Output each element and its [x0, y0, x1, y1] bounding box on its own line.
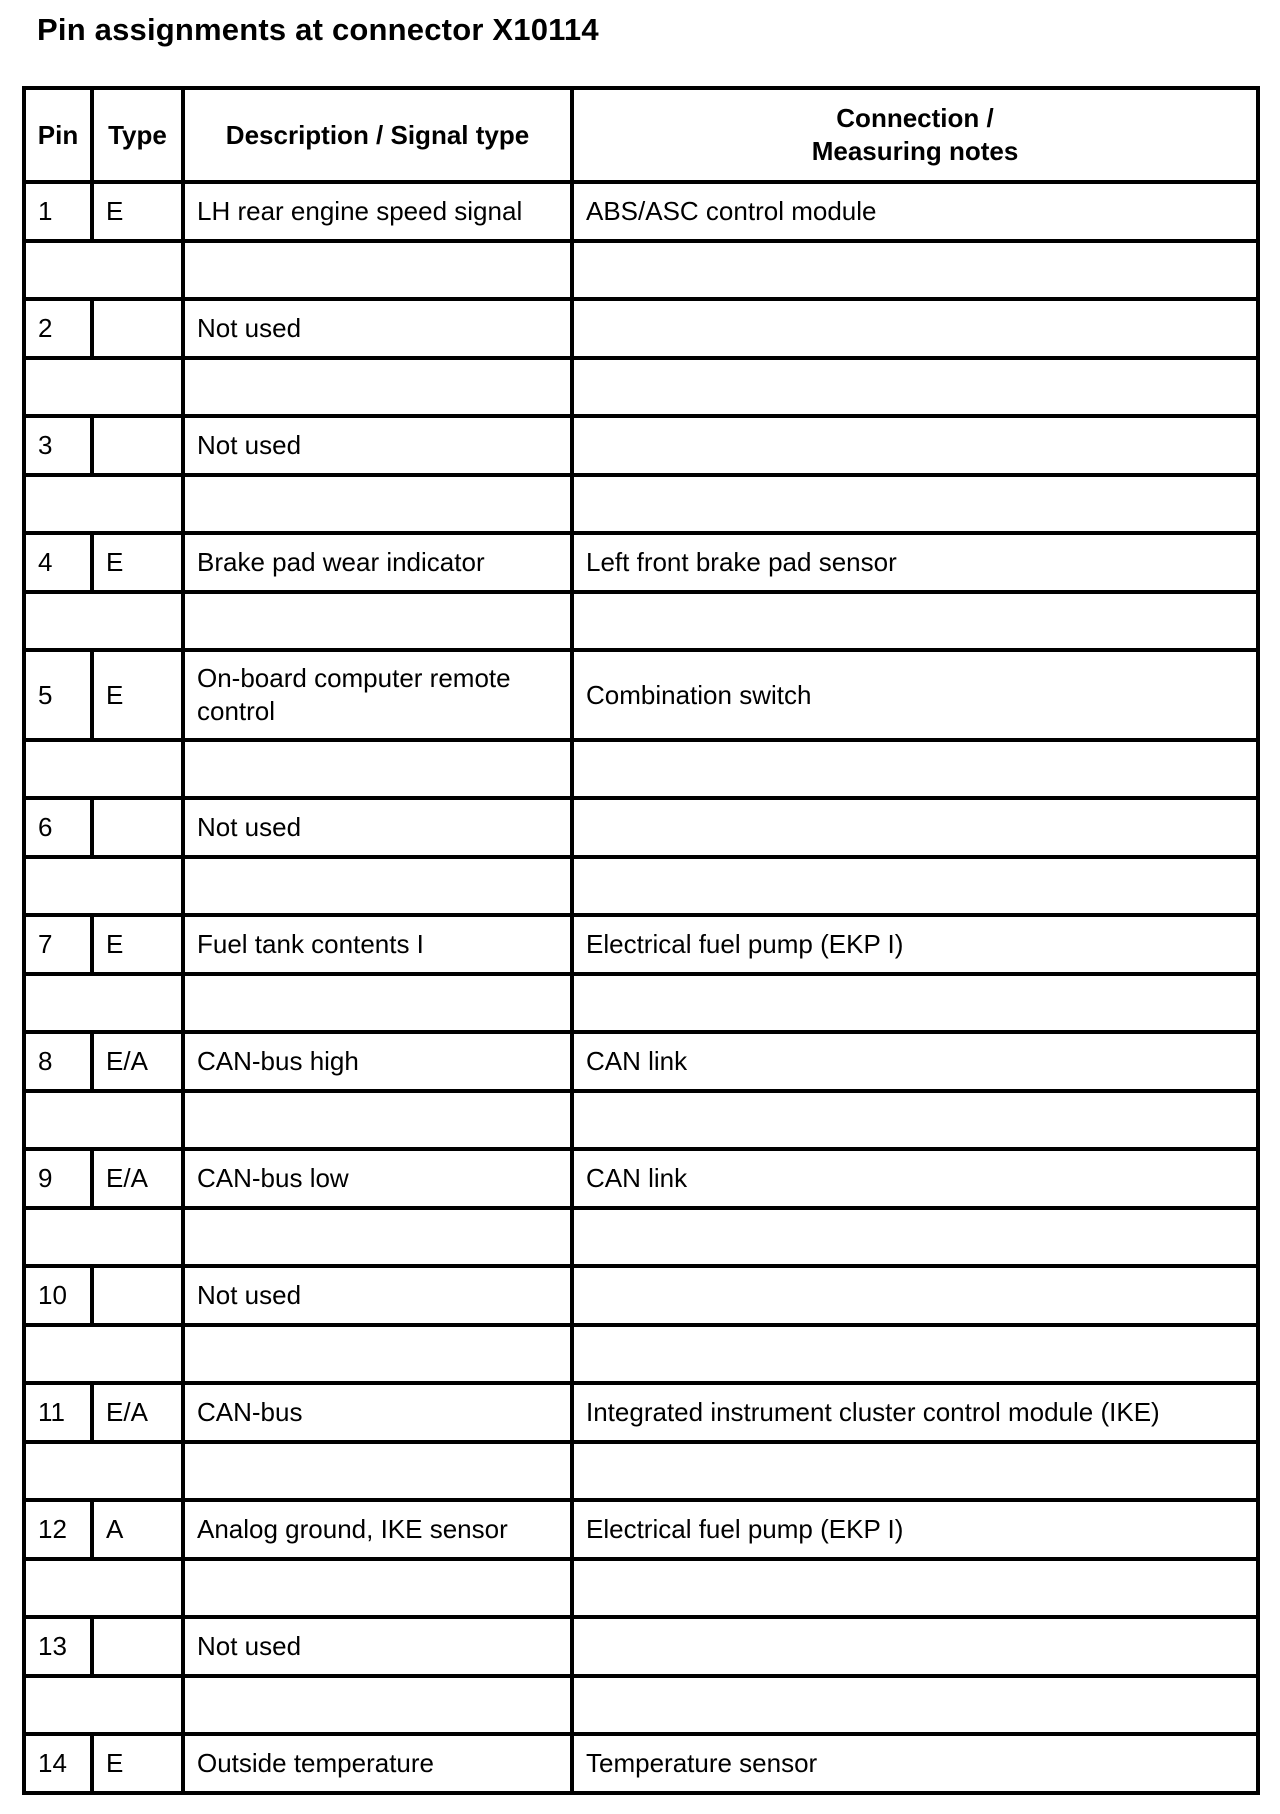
header-type: Type	[92, 88, 183, 182]
header-pin: Pin	[24, 88, 92, 182]
type-cell	[92, 1617, 183, 1676]
connection-cell: CAN link	[572, 1149, 1258, 1208]
spacer-cell	[572, 1559, 1258, 1617]
type-cell: E/A	[92, 1149, 183, 1208]
spacer-cell	[572, 1325, 1258, 1383]
type-cell: E	[92, 182, 183, 241]
description-cell: Analog ground, IKE sensor	[183, 1500, 572, 1559]
description-cell: Not used	[183, 798, 572, 857]
table-row	[24, 299, 1258, 358]
spacer-cell	[572, 857, 1258, 915]
type-cell: E	[92, 915, 183, 974]
description-cell: CAN-bus high	[183, 1032, 572, 1091]
spacer-row	[24, 1325, 1258, 1383]
table-row	[24, 533, 1258, 592]
pin-cell: 5	[24, 650, 92, 740]
connection-cell: ABS/ASC control module	[572, 182, 1258, 241]
spacer-cell	[183, 1091, 572, 1149]
spacer-row	[24, 1091, 1258, 1149]
pin-cell: 4	[24, 533, 92, 592]
spacer-row	[24, 740, 1258, 798]
spacer-cell	[572, 1442, 1258, 1500]
type-cell: E	[92, 650, 183, 740]
header-connection-line2: Measuring notes	[811, 136, 1019, 166]
table-row	[24, 798, 1258, 857]
spacer-row	[24, 475, 1258, 533]
spacer-cell	[183, 740, 572, 798]
description-cell: Fuel tank contents I	[183, 915, 572, 974]
description-cell: LH rear engine speed signal	[183, 182, 572, 241]
connection-cell: CAN link	[572, 1032, 1258, 1091]
type-cell: E	[92, 533, 183, 592]
spacer-cell	[24, 1676, 183, 1734]
spacer-row	[24, 1208, 1258, 1266]
spacer-cell	[183, 974, 572, 1032]
spacer-cell	[24, 1325, 183, 1383]
spacer-cell	[572, 740, 1258, 798]
connection-cell	[572, 798, 1258, 857]
type-cell: E/A	[92, 1032, 183, 1091]
page-title: Pin assignments at connector X10114	[37, 12, 599, 47]
spacer-row	[24, 1559, 1258, 1617]
pin-cell: 7	[24, 915, 92, 974]
connection-cell	[572, 299, 1258, 358]
spacer-cell	[572, 974, 1258, 1032]
spacer-row	[24, 1676, 1258, 1734]
type-cell	[92, 416, 183, 475]
connection-cell: Electrical fuel pump (EKP I)	[572, 915, 1258, 974]
connection-cell: Combination switch	[572, 650, 1258, 740]
description-cell: CAN-bus	[183, 1383, 572, 1442]
spacer-cell	[24, 857, 183, 915]
pin-cell: 1	[24, 182, 92, 241]
pin-cell: 10	[24, 1266, 92, 1325]
description-cell: Outside temperature	[183, 1734, 572, 1793]
spacer-cell	[24, 1091, 183, 1149]
spacer-cell	[24, 475, 183, 533]
spacer-cell	[24, 1208, 183, 1266]
table-row	[24, 182, 1258, 241]
pin-cell: 2	[24, 299, 92, 358]
connection-cell	[572, 1617, 1258, 1676]
spacer-row	[24, 358, 1258, 416]
table-row	[24, 416, 1258, 475]
spacer-cell	[572, 1091, 1258, 1149]
spacer-cell	[183, 1208, 572, 1266]
pin-assignment-table	[22, 86, 1260, 1795]
type-cell	[92, 299, 183, 358]
description-cell: Not used	[183, 1617, 572, 1676]
pin-cell: 13	[24, 1617, 92, 1676]
type-cell: E/A	[92, 1383, 183, 1442]
spacer-cell	[183, 358, 572, 416]
spacer-cell	[24, 592, 183, 650]
description-cell: CAN-bus low	[183, 1149, 572, 1208]
header-description: Description / Signal type	[183, 88, 572, 182]
pin-cell: 9	[24, 1149, 92, 1208]
spacer-cell	[572, 592, 1258, 650]
pin-cell: 3	[24, 416, 92, 475]
spacer-cell	[183, 1559, 572, 1617]
pin-cell: 11	[24, 1383, 92, 1442]
spacer-row	[24, 857, 1258, 915]
spacer-row	[24, 1442, 1258, 1500]
spacer-row	[24, 241, 1258, 299]
header-connection	[572, 88, 1258, 182]
spacer-cell	[24, 740, 183, 798]
description-cell: On-board computer remote control	[183, 650, 572, 740]
spacer-cell	[183, 592, 572, 650]
spacer-row	[24, 974, 1258, 1032]
spacer-cell	[572, 241, 1258, 299]
description-cell: Not used	[183, 1266, 572, 1325]
connection-cell: Temperature sensor	[572, 1734, 1258, 1793]
pin-cell: 6	[24, 798, 92, 857]
connection-cell: Left front brake pad sensor	[572, 533, 1258, 592]
connection-cell: Integrated instrument cluster control module (IKE)	[572, 1383, 1258, 1442]
spacer-cell	[183, 1325, 572, 1383]
spacer-cell	[24, 358, 183, 416]
type-cell: A	[92, 1500, 183, 1559]
description-cell: Brake pad wear indicator	[183, 533, 572, 592]
spacer-cell	[572, 1676, 1258, 1734]
spacer-cell	[183, 475, 572, 533]
table-row	[24, 1149, 1258, 1208]
spacer-cell	[183, 1676, 572, 1734]
table-row	[24, 1734, 1258, 1793]
table-row	[24, 1266, 1258, 1325]
connection-cell: Electrical fuel pump (EKP I)	[572, 1500, 1258, 1559]
connection-cell	[572, 1266, 1258, 1325]
table-row	[24, 650, 1258, 740]
spacer-cell	[24, 1442, 183, 1500]
type-cell	[92, 798, 183, 857]
pin-cell: 12	[24, 1500, 92, 1559]
spacer-cell	[572, 1208, 1258, 1266]
type-cell: E	[92, 1734, 183, 1793]
spacer-cell	[24, 974, 183, 1032]
table-header-row	[24, 88, 1258, 182]
spacer-cell	[183, 241, 572, 299]
spacer-row	[24, 592, 1258, 650]
spacer-cell	[572, 358, 1258, 416]
connection-cell	[572, 416, 1258, 475]
table-row	[24, 1032, 1258, 1091]
type-cell	[92, 1266, 183, 1325]
spacer-cell	[24, 241, 183, 299]
spacer-cell	[183, 857, 572, 915]
pin-cell: 8	[24, 1032, 92, 1091]
description-cell: Not used	[183, 299, 572, 358]
header-connection-line1: Connection /	[836, 103, 994, 133]
spacer-cell	[572, 475, 1258, 533]
table-row	[24, 1500, 1258, 1559]
pin-cell: 14	[24, 1734, 92, 1793]
spacer-cell	[183, 1442, 572, 1500]
spacer-cell	[24, 1559, 183, 1617]
description-cell: Not used	[183, 416, 572, 475]
table-row	[24, 1383, 1258, 1442]
table-row	[24, 1617, 1258, 1676]
table-row	[24, 915, 1258, 974]
